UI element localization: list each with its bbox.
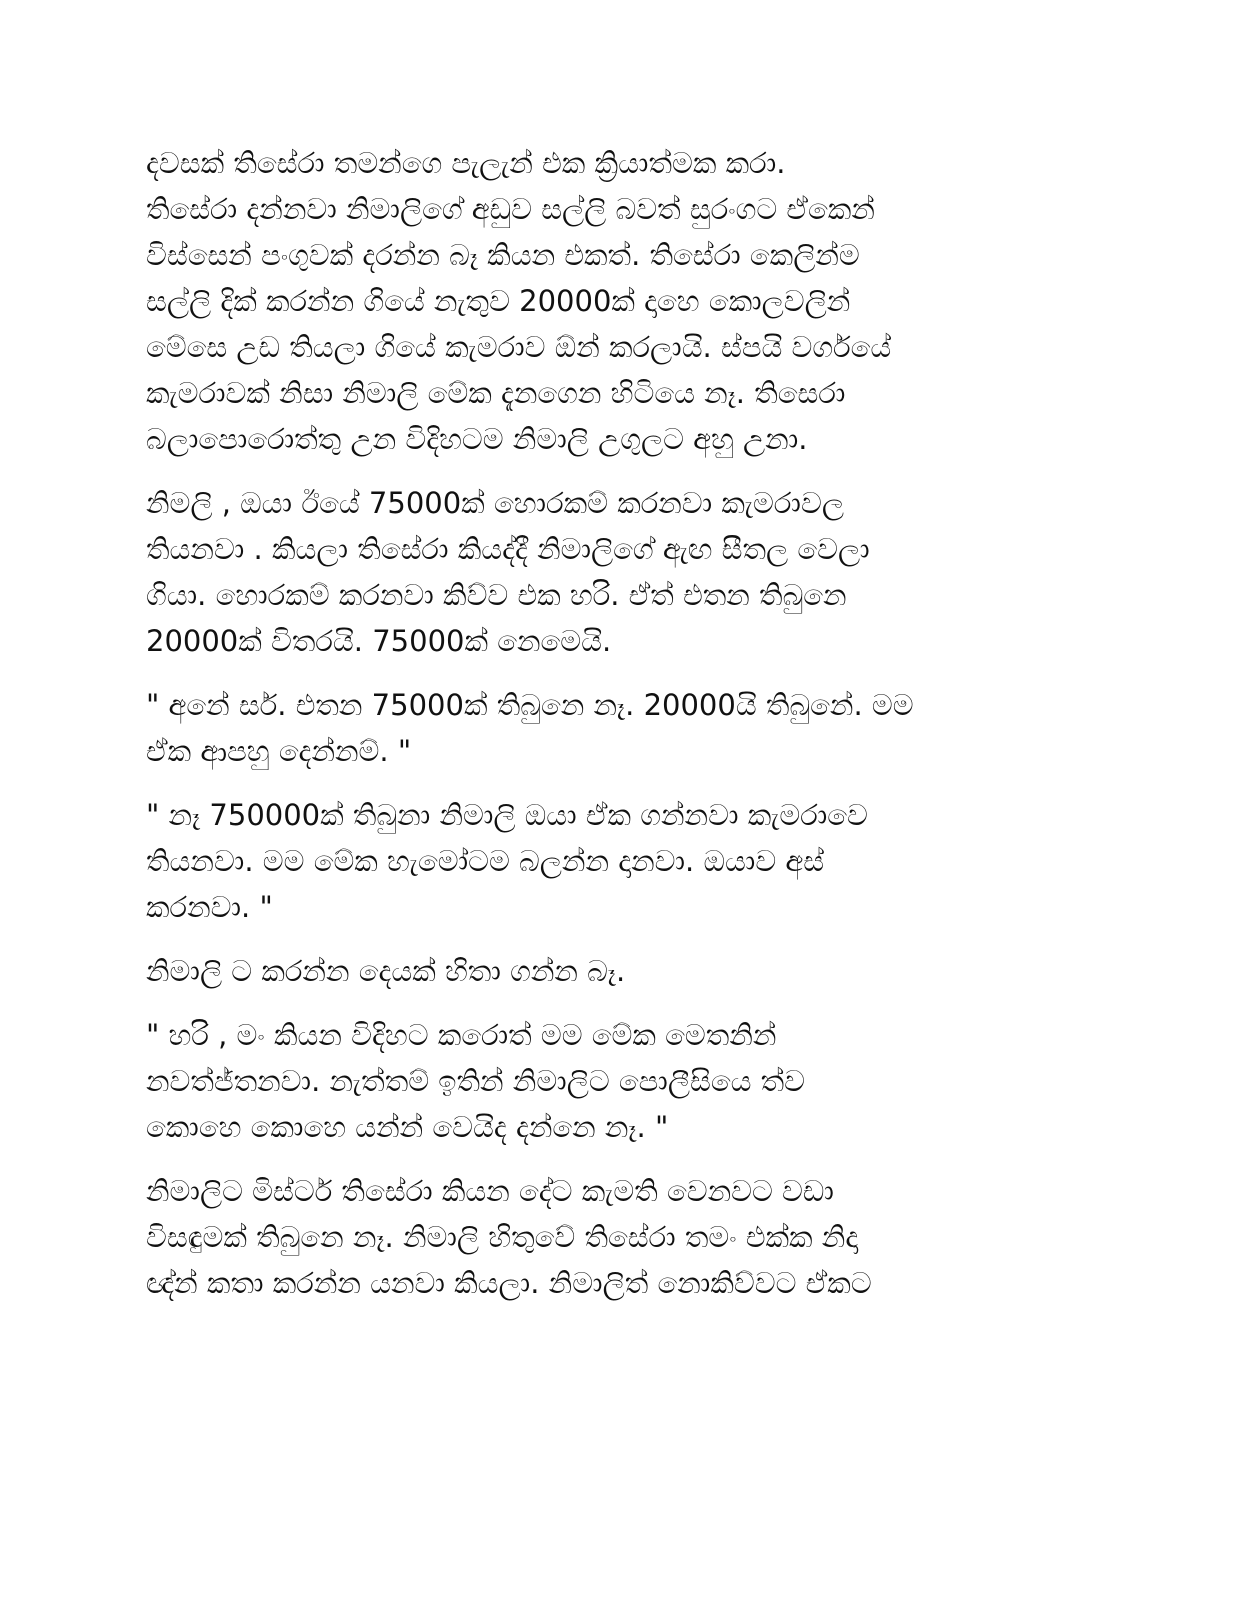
text-line: නවත්ජ්තනවා. නැත්තම් ඉතින් නිමාලිට පොලීසියෙ ත්ව [146,1064,806,1098]
text-line: " හරි , මං කියන විදිහට කරොත් මම මේක මෙතනින් [146,1018,777,1052]
text-line: කොහෙ කොහෙ යන්න් වෙයිද දන්නෙ නෑ. " [146,1110,669,1144]
text-line: කරනවා. " [146,890,273,924]
text-line: දවසක් තිසේරා තමන්ගෙ පැලැන් එක ක්‍රියාත්මක කරා. [146,146,786,180]
paragraph-5 [146,948,1066,994]
paragraph-6 [146,1012,1066,1150]
paragraph-7 [146,1168,1066,1306]
text-line: මේසෙ උඩ තියලා ගියේ කැමරාව ඕන් කරලායි. ස්පයි වර්ගයේ [146,330,892,364]
paragraph-2 [146,480,1066,664]
text-line: නිමාලි ට කරන්න දෙයක් හිතා ගන්න බෑ. [146,954,626,988]
paragraph-4 [146,792,1066,930]
text-line: තිසේරා දන්නවා නිමාලිගේ අඩුව සල්ලි බවත් සුරංගට ඒකෙන් [146,192,875,226]
text-line: විස්සෙන් පංගුවක් දරන්න බෑ කියන එකත්. තිසේරා කෙලින්ම [146,238,860,272]
text-line: ඥ්න් කතා කරන්න යනවා කියලා. නිමාලිත් නොකිව්වට ඒකට [146,1266,872,1300]
text-line: කැමරාවක් නිසා නිමාලි මේක දැනගෙන හිටියෙ නෑ. තිසෙරා [146,376,846,410]
paragraph-1 [146,140,1066,462]
text-line: සල්ලි දික් කරන්න ගියේ නැතුව 20000ක් දාහෙ කොලවලින් [146,284,851,318]
text-line: " නෑ 750000ක් තිබුනා නිමාලි ඔයා ඒක ගන්නවා කැමරාවෙ [146,798,868,832]
text-line: ඒක ආපහු දෙන්නම්. " [146,734,412,768]
document-page [146,140,1066,1324]
text-line: නිමලි , ඔයා ඊයේ 75000ක් හොරකම් කරනවා කැමරාවල [146,486,844,520]
text-line: තියනවා . කියලා තිසේරා කියද්දී නිමාලිගේ ඇඟ සීතල වෙලා [146,532,870,566]
text-line: නිමාලිට මිස්ටර් තිසේරා කියන දේට කැමති වෙනවට වඩා [146,1174,834,1208]
paragraph-3 [146,682,1066,774]
text-line: 20000ක් විතරයි. 75000ක් නෙමෙයි. [146,624,612,658]
text-line: ගියා. හොරකම් කරනවා කිව්ව එක හරි. ඒත් එතන තිබුනෙ [146,578,847,612]
text-line: තියනවා. මම මේක හැමෝටම බලන්න දානවා. ඔයාව අස් [146,844,825,878]
text-line: බලාපොරොත්තු උන විදිහටම නිමාලි උගුලට අහු උනා. [146,422,808,456]
text-line: විසඳුමක් තිබුනෙ නෑ. නිමාලි හිතුවේ තිසේරා තමං එක්ක නිදා [146,1220,859,1254]
text-line: " අනේ සර්. එතන 75000ක් තිබුනෙ නෑ. 20000යි තිබුනේ. මම [146,688,914,722]
